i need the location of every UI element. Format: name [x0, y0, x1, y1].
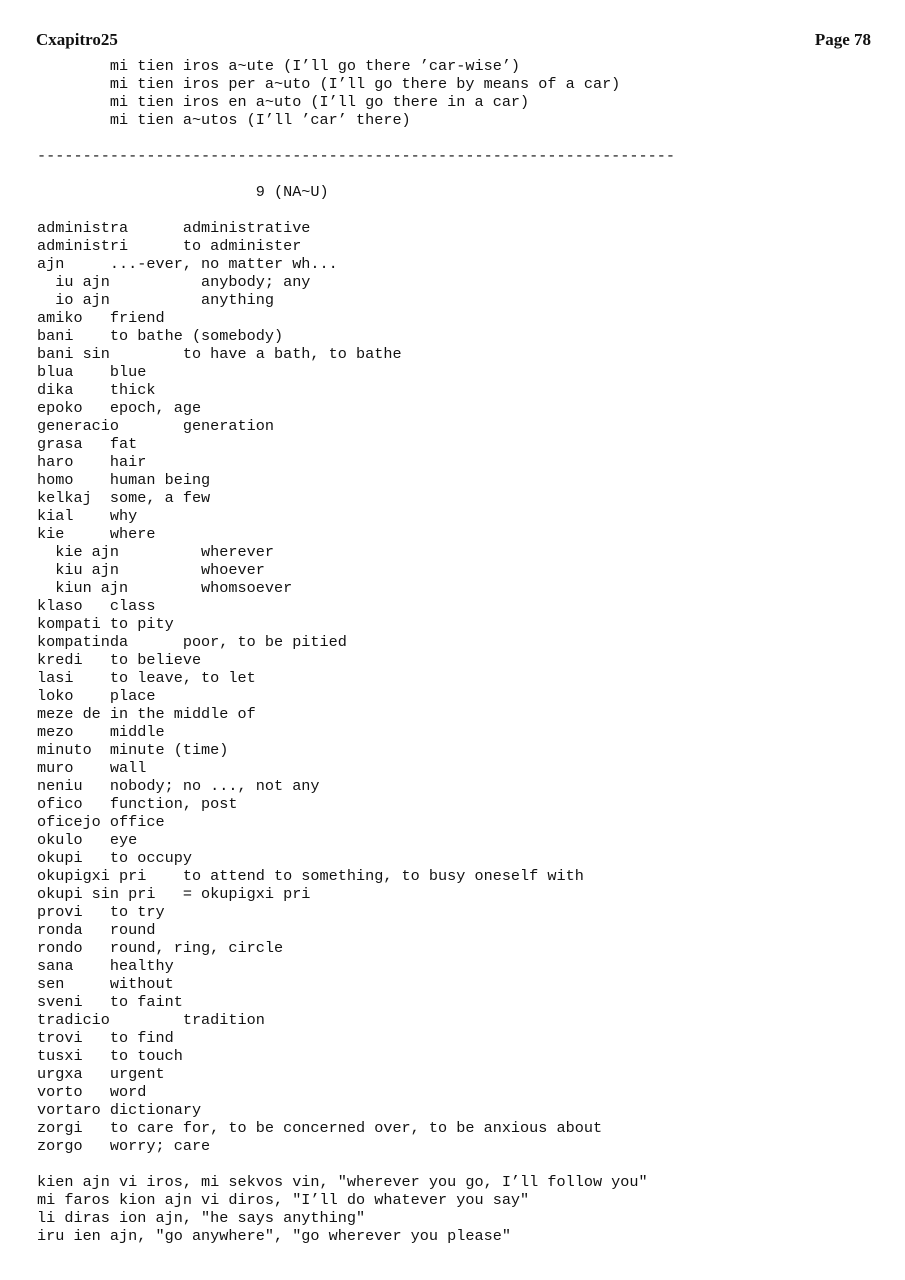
vocabulary-entry: okulo eye — [37, 831, 138, 849]
vocabulary-entry: kelkaj some, a few — [37, 489, 211, 507]
vocabulary-list — [37, 219, 897, 1155]
vocabulary-entry: mezo middle — [37, 723, 165, 741]
vocabulary-entry: dika thick — [37, 381, 156, 399]
example-line: mi tien iros a~ute (I’ll go there ’car-wise’) — [37, 57, 521, 75]
vocabulary-entry: kiun ajn whomsoever — [37, 579, 293, 597]
example-sentence: li diras ion ajn, "he says anything" — [37, 1209, 366, 1227]
vocabulary-entry: okupi to occupy — [37, 849, 192, 867]
vocabulary-entry: tradicio tradition — [37, 1011, 265, 1029]
vocabulary-entry: urgxa urgent — [37, 1065, 165, 1083]
vocabulary-entry: okupigxi pri to attend to something, to busy oneself with — [37, 867, 584, 885]
vocabulary-entry: ronda round — [37, 921, 156, 939]
vocabulary-entry: kial why — [37, 507, 138, 525]
vocabulary-entry: sveni to faint — [37, 993, 183, 1011]
vocabulary-entry: zorgo worry; care — [37, 1137, 211, 1155]
vocabulary-entry: loko place — [37, 687, 156, 705]
vocabulary-entry: provi to try — [37, 903, 165, 921]
vocabulary-entry: minuto minute (time) — [37, 741, 229, 759]
vocabulary-entry: vortaro dictionary — [37, 1101, 202, 1119]
vocabulary-entry: rondo round, ring, circle — [37, 939, 284, 957]
vocabulary-entry: io ajn anything — [37, 291, 274, 309]
vocabulary-entry: iu ajn anybody; any — [37, 273, 311, 291]
vocabulary-entry: oficejo office — [37, 813, 165, 831]
vocabulary-entry: amiko friend — [37, 309, 165, 327]
vocabulary-entry: kompatinda poor, to be pitied — [37, 633, 347, 651]
vocabulary-entry: sen without — [37, 975, 174, 993]
vocabulary-entry: epoko epoch, age — [37, 399, 202, 417]
vocabulary-entry: kie ajn wherever — [37, 543, 274, 561]
vocabulary-entry: meze de in the middle of — [37, 705, 256, 723]
vocabulary-entry: blua blue — [37, 363, 147, 381]
vocabulary-entry: muro wall — [37, 759, 147, 777]
vocabulary-entry: kredi to believe — [37, 651, 202, 669]
vocabulary-entry: lasi to leave, to let — [37, 669, 256, 687]
example-sentence: kien ajn vi iros, mi sekvos vin, "wherever you go, I’ll follow you" — [37, 1173, 648, 1191]
vocabulary-entry: tusxi to touch — [37, 1047, 183, 1065]
example-line: mi tien iros en a~uto (I’ll go there in a car) — [37, 93, 530, 111]
vocabulary-entry: homo human being — [37, 471, 211, 489]
example-line: mi tien iros per a~uto (I’ll go there by means of a car) — [37, 75, 621, 93]
vocabulary-entry: kompati to pity — [37, 615, 174, 633]
vocabulary-entry: okupi sin pri = okupigxi pri — [37, 885, 311, 903]
vocabulary-entry: generacio generation — [37, 417, 274, 435]
vocabulary-entry: administra administrative — [37, 219, 311, 237]
vocabulary-entry: ajn ...-ever, no matter wh... — [37, 255, 338, 273]
page-number: Page 78 — [814, 30, 871, 49]
example-sentence: iru ien ajn, "go anywhere", "go wherever you please" — [37, 1227, 511, 1245]
page-body — [37, 57, 897, 1245]
vocabulary-entry: kie where — [37, 525, 156, 543]
vocabulary-entry: neniu nobody; no ..., not any — [37, 777, 320, 795]
chapter-title: Cxapitro25 — [36, 30, 118, 49]
vocabulary-entry: ofico function, post — [37, 795, 238, 813]
intro-examples — [37, 57, 897, 129]
vocabulary-entry: zorgi to care for, to be concerned over, to be anxious about — [37, 1119, 603, 1137]
vocabulary-entry: grasa fat — [37, 435, 138, 453]
vocabulary-entry: kiu ajn whoever — [37, 561, 265, 579]
vocabulary-entry: bani sin to have a bath, to bathe — [37, 345, 402, 363]
vocabulary-entry: haro hair — [37, 453, 147, 471]
closing-examples — [37, 1173, 897, 1245]
vocabulary-entry: bani to bathe (somebody) — [37, 327, 284, 345]
section-heading: 9 (NA~U) — [37, 183, 329, 201]
page-header — [36, 30, 871, 52]
example-line: mi tien a~utos (I’ll ’car’ there) — [37, 111, 411, 129]
vocabulary-entry: trovi to find — [37, 1029, 174, 1047]
vocabulary-entry: sana healthy — [37, 957, 174, 975]
example-sentence: mi faros kion ajn vi diros, "I’ll do whatever you say" — [37, 1191, 530, 1209]
vocabulary-entry: vorto word — [37, 1083, 147, 1101]
vocabulary-entry: klaso class — [37, 597, 156, 615]
vocabulary-entry: administri to administer — [37, 237, 302, 255]
dashed-divider: ---------------------------------------------------------------------- — [37, 147, 675, 165]
